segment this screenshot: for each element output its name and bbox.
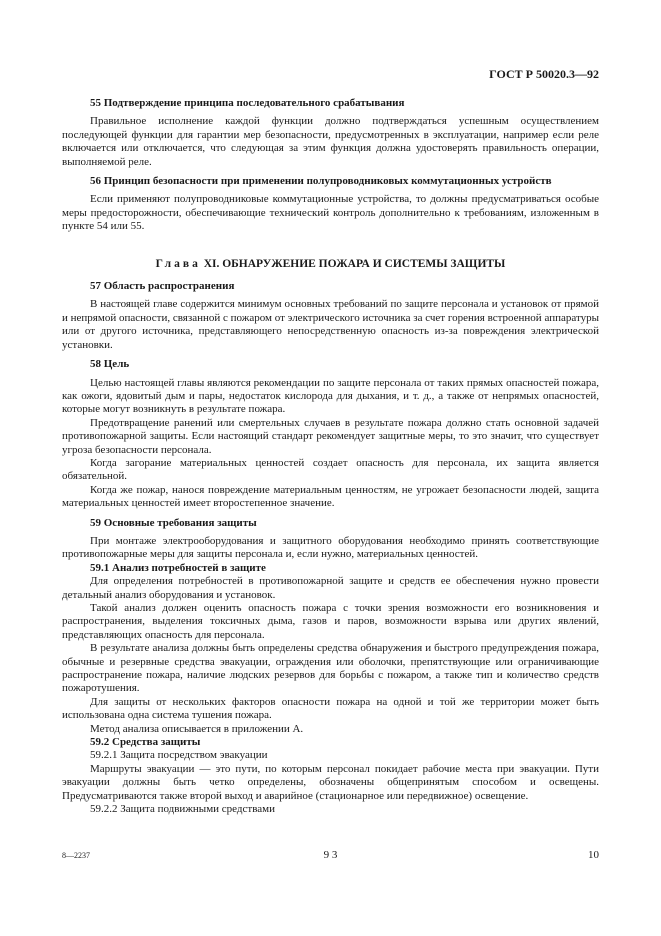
section-59-text: При монтаже электрооборудования и защитного оборудования необходимо принять соответствующие противопожарные меры для защиты персонала и, если нужно, материальных ценностей. xyxy=(62,534,599,561)
section-58-text-1: Целью настоящей главы являются рекомендации по защите персонала от таких прямых опасностей пожара, как ожоги, ядовитый дым и пары, недостаток кислорода для дыхания, и т. д., а также от непрямых опасностей, которые могут возникнуть в результате пожара. xyxy=(62,376,599,416)
chapter-title xyxy=(62,258,599,271)
subsection-59-1-text-4: Для защиты от нескольких факторов опасности пожара на одной и той же территории может быть использована одна система тушения пожара. xyxy=(62,695,599,722)
subsection-59-1-text-3: В результате анализа должны быть определены средства обнаружения и быстрого предупреждения пожара, обычные и резервные средства эвакуации, ограждения или оболочки, препятствующие или ограничивающие распространение пожара, наличие людских резервов для борьбы с пожаром, а также тип и количество средств пожаротушения. xyxy=(62,642,599,695)
section-57-text: В настоящей главе содержится минимум основных требований по защите персонала и установок от прямой и непрямой опасности, связанной с пожаром от электрического источника за счет горения встроенной аппаратуры или от другого источника, представляющего непосредственную опасность из-за повреждения электрической установки. xyxy=(62,298,599,351)
subsection-59-1-text-5: Метод анализа описывается в приложении А. xyxy=(90,722,304,735)
print-code: 8—2237 xyxy=(62,851,90,860)
section-58-text-2: Предотвращение ранений или смертельных случаев в результате пожара должно стать основной задачей противопожарной защиты. Если настоящий стандарт рекомендует защитные меры, то это значит, что существует угроза безопасности персонала. xyxy=(62,416,599,456)
chapter-prefix: Глава xyxy=(155,257,201,270)
section-58-heading: 58 Цель xyxy=(90,358,130,371)
standard-header: ГОСТ Р 50020.3—92 xyxy=(489,67,599,81)
item-59-2-1-title: 59.2.1 Защита посредством эвакуации xyxy=(90,749,268,762)
section-58-text-4: Когда же пожар, нанося повреждение материальным ценностям, не угрожает безопасности людей, защита материальных ценностей имеет второстепенное значение. xyxy=(62,483,599,510)
subsection-59-1-text-2: Такой анализ должен оценить опасность пожара с точки зрения возможности его возникновения и распространения, выделения токсичных дыма, газов и паров, возможности взрыва или других явлений, представляющих опасность для персонала. xyxy=(62,602,599,641)
section-56-heading: 56 Принцип безопасности при применении полупроводниковых коммутационных устройств xyxy=(90,175,552,188)
subsection-59-2-heading: 59.2 Средства защиты xyxy=(90,736,201,749)
page-number: 10 xyxy=(588,849,599,861)
subsection-59-1-heading: 59.1 Анализ потребностей в защите xyxy=(90,561,266,574)
item-59-2-2-title: 59.2.2 Защита подвижными средствами xyxy=(90,803,275,816)
section-58-text-3: Когда загорание материальных ценностей создает опасность для персонала, их защита является обязательной. xyxy=(62,456,599,483)
section-55-text: Правильное исполнение каждой функции должно подтверждаться успешным осуществлением последующей функции для гарантии мер безопасности, предусмотренных в эксплуатации, например если реле включается или отключается, что следующая за этим функция должна удостоверять правильность операции, выполняемой реле. xyxy=(62,115,599,168)
section-57-heading: 57 Область распространения xyxy=(90,280,235,293)
chapter-name: XI. ОБНАРУЖЕНИЕ ПОЖАРА И СИСТЕМЫ ЗАЩИТЫ xyxy=(203,257,506,270)
subsection-59-1-text-1: Для определения потребностей в противопожарной защите и средств ее обеспечения нужно провести детальный анализ оборудования и установок. xyxy=(62,575,599,601)
footer-center-number: 9 3 xyxy=(323,849,338,861)
item-59-2-1-text: Маршруты эвакуации — это пути, по которым персонал покидает рабочие места при эвакуации. Пути эвакуации должны быть четко определены, обозначены общепринятым способом и освещены. Предусматриваются также второй выход и аварийное (стационарное или передвижное) освещение. xyxy=(62,762,599,802)
section-55-heading: 55 Подтверждение принципа последовательного срабатывания xyxy=(90,97,405,109)
section-59-heading: 59 Основные требования защиты xyxy=(90,516,257,529)
section-56-text: Если применяют полупроводниковые коммутационные устройства, то должны предусматриваться особые меры предосторожности, обеспечивающие технический контроль дополнительно к требованиям, изложенным в пункте 54 или 55. xyxy=(62,193,599,233)
document-body xyxy=(62,97,599,817)
